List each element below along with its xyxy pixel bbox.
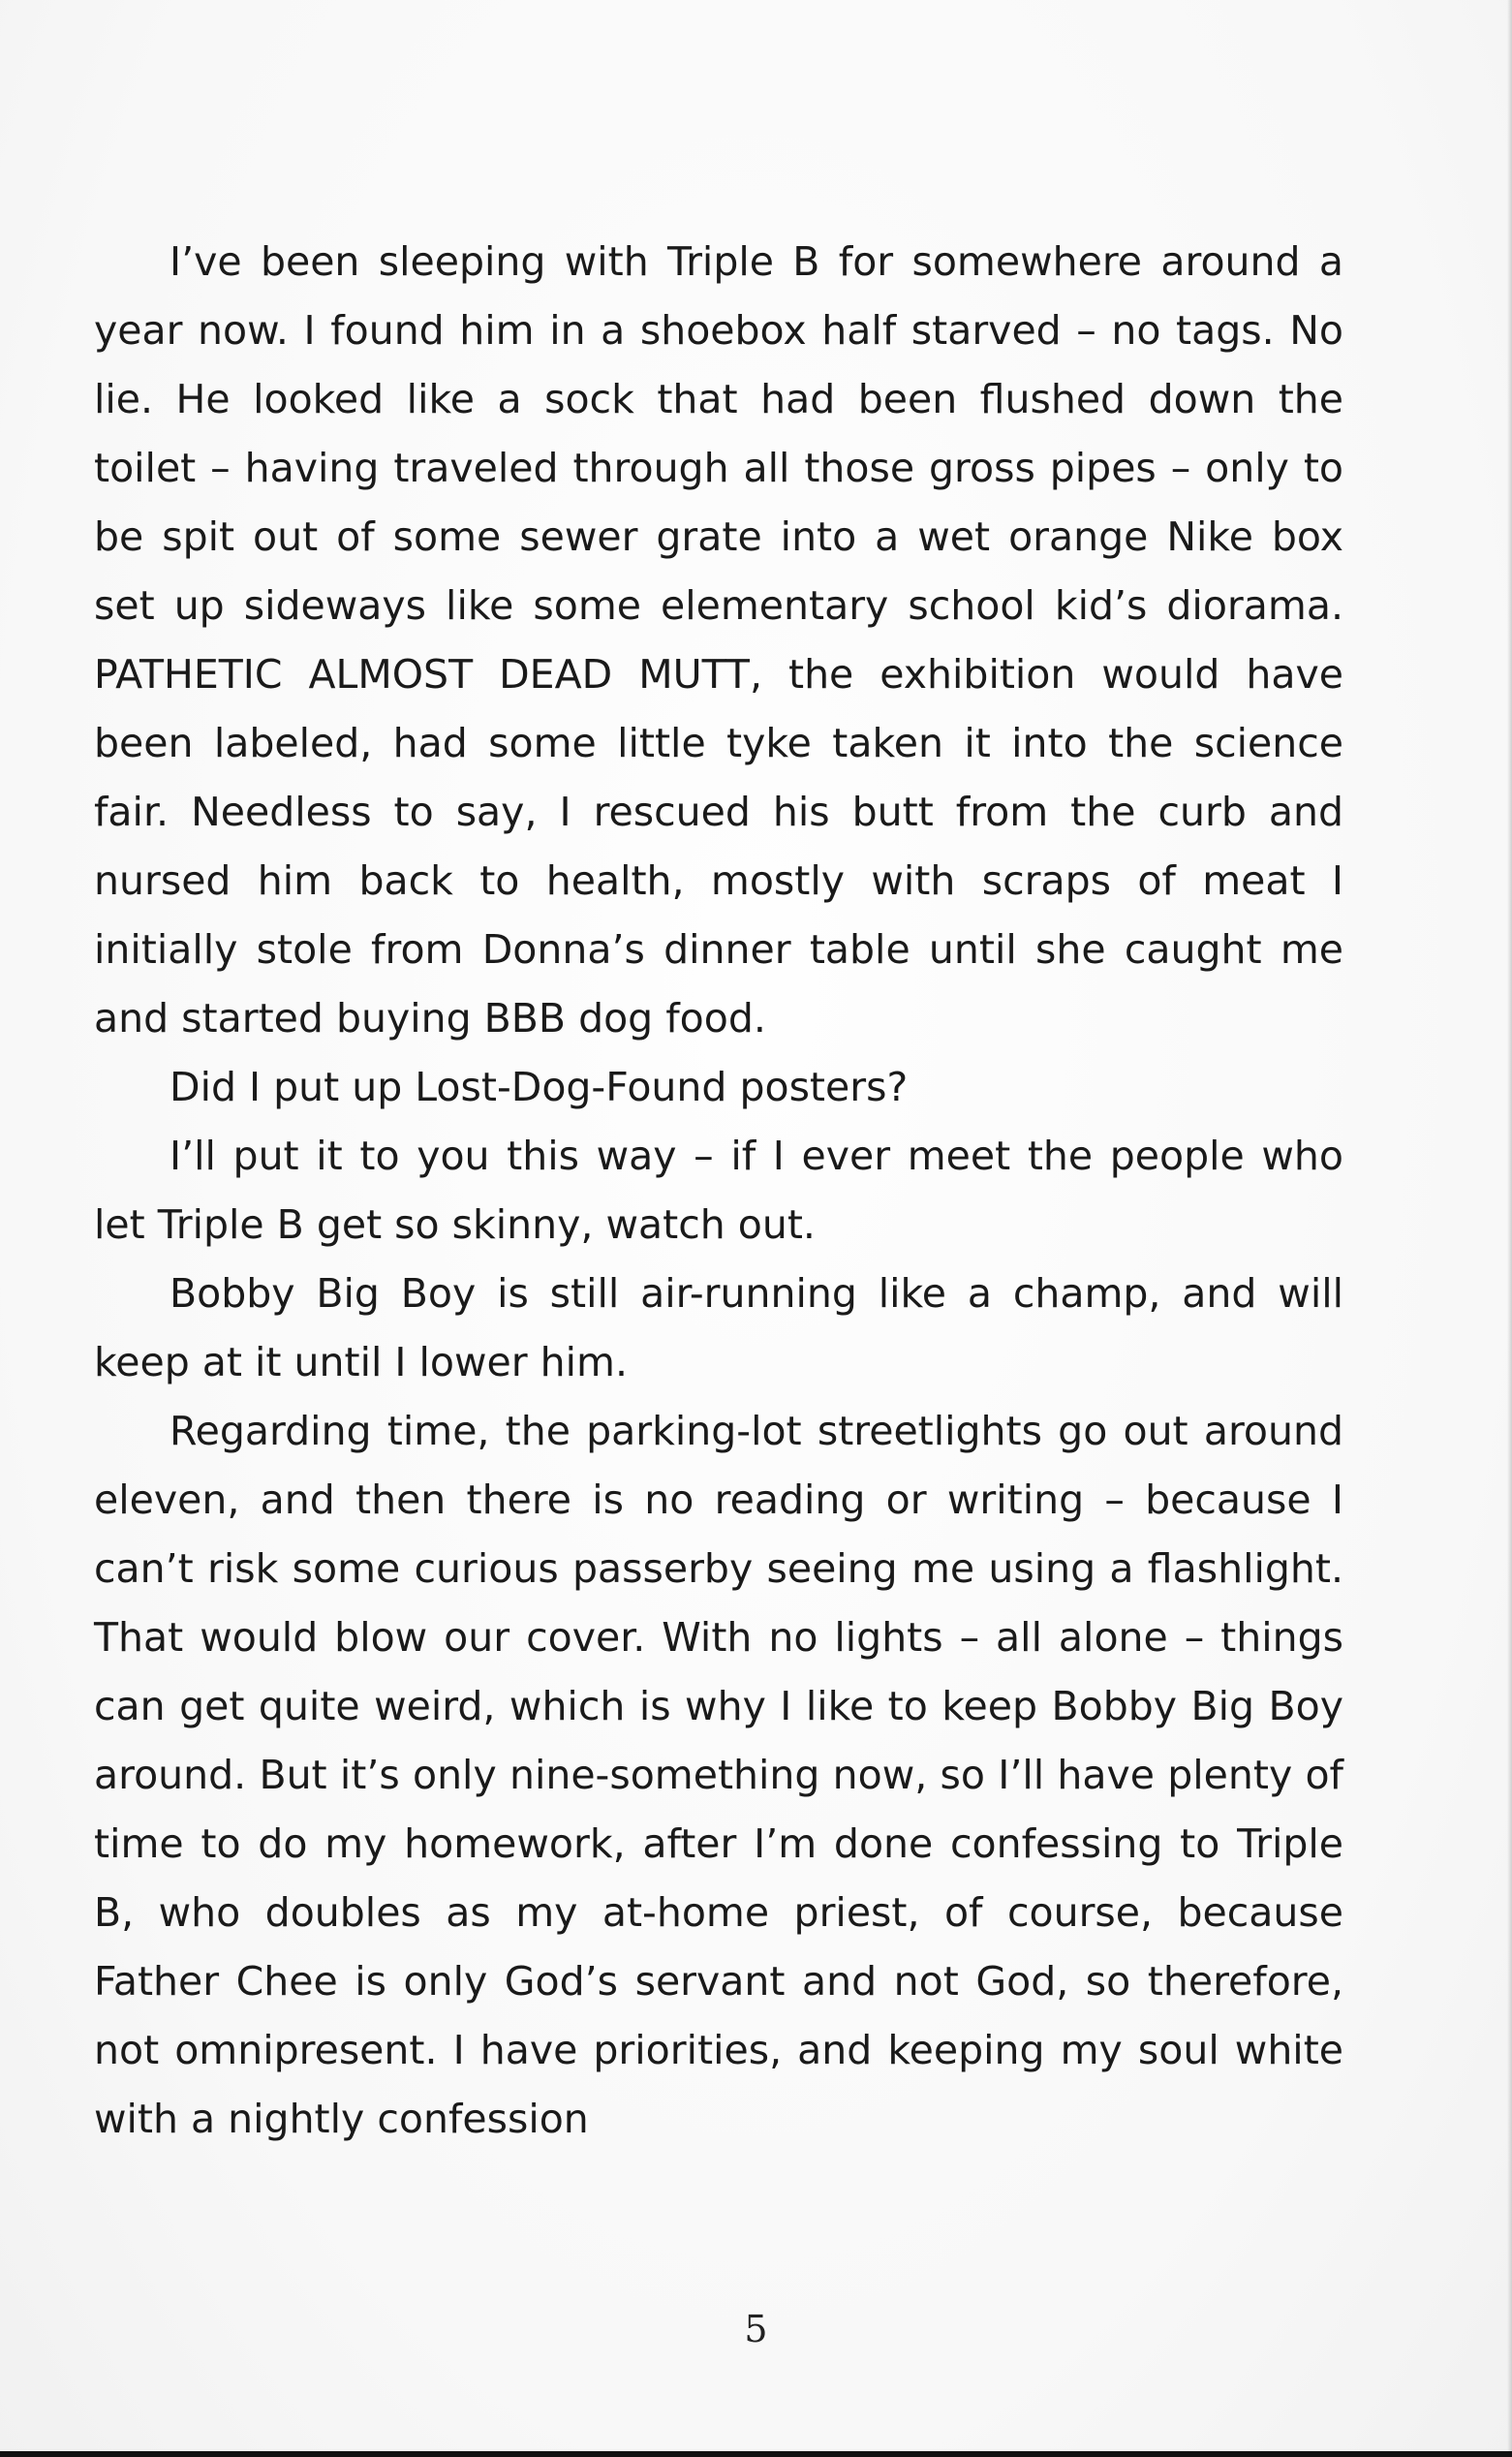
paragraph-4: Bobby Big Boy is still air-running like a champ, and will keep at it until I lower him. (94, 1270, 1343, 1385)
page-edge-shadow (1507, 0, 1512, 2457)
paragraph-5: Regarding time, the parking-lot streetlights go out around eleven, and then there is no reading or writing – because I can’t risk some curious passerby seeing me using a flashlight. That would blow our cover. With no lights – all alone – things can get quite weird, which is why I like to keep Bobby Big Boy around. But it’s only nine-something now, so I’ll have plenty of time to do my homework, after I’m done confessing to Triple B, who doubles as my at-home priest, of course, because Father Chee is only God’s servant and not God, so therefore, not omnipresent. I have priorities, and keeping my soul white with a nightly confession (94, 1408, 1343, 2142)
paragraph-2: Did I put up Lost-Dog-Found posters? (170, 1064, 909, 1110)
paragraph-3: I’ll put it to you this way – if I ever meet the people who let Triple B get so skinny, watch out. (94, 1133, 1343, 1248)
page-number: 5 (744, 2308, 768, 2350)
paragraph-1: I’ve been sleeping with Triple B for somewhere around a year now. I found him in a shoebox half starved – no tags. No lie. He looked like a sock that had been flushed down the toilet – having traveled through all those gross pipes – only to be spit out of some sewer grate into a wet orange Nike box set up sideways like some elementary school kid’s diorama. PATHETIC ALMOST DEAD MUTT, the exhibition would have been labeled, had some little tyke taken it into the science fair. Needless to say, I rescued his butt from the curb and nursed him back to health, mostly with scraps of meat I initially stole from Donna’s dinner table until she caught me and started buying BBB dog food. (94, 238, 1343, 1042)
page-bottom-edge (0, 2451, 1512, 2457)
body-text (94, 228, 1343, 2154)
